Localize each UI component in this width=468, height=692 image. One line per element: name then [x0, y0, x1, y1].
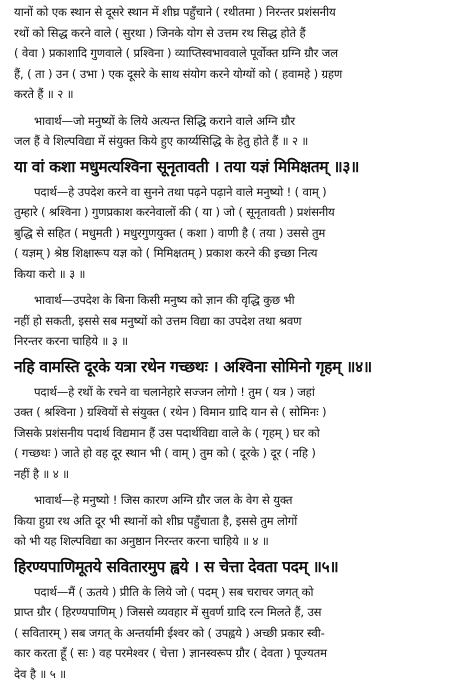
text-line: भावार्थ—जो मनुष्यों के लिये अत्यन्त सिद्धि कराने वाले अग्नि ग्रौर [34, 113, 295, 128]
text-line: हैं, ( ता ) उन ( उभा ) एक दूसरे के साथ संयोग करने योग्यों को ( हवामहे ) ग्रहण [14, 66, 343, 81]
mantra-4: नहि वामस्ति दूरके यत्रा रथेन गच्छथः । अश्विना सोमिनो गृहम् ॥४॥ [14, 356, 372, 376]
text-line: भावार्थ—हे मनुष्यो ! जिस कारण अग्नि ग्रौर जल के वेग से युक्त [34, 493, 293, 507]
text-line: को भी यह शिल्पविद्या का अनुष्ठान निरन्तर करना चाहिये ॥ ४ ॥ [14, 534, 269, 548]
text-line: नहीं हो सकती, इससे सब मनुष्यों को उत्तम विद्या का उपदेश तथा श्रवण [14, 313, 302, 328]
text-line: भावार्थ—उपदेश के बिना किसी मनुष्य को ज्ञान की वृद्धि कुछ भी [34, 293, 295, 307]
text-line: यानों को एक स्थान से दूसरे स्थान में शीघ्र पहुँचाने ( रथीतमा ) निरन्तर प्रशंसनीय [14, 5, 336, 19]
verse-4-padartha [14, 382, 452, 485]
text-line: रथों को सिद्ध करने वाले ( सुरथा ) जिनके योग से उत्तम रथ सिद्ध होते हैं [14, 25, 306, 40]
text-line: ( वेवा ) प्रकाशादि गुणवाले ( प्रश्विना ) व्याप्तिस्वभाववाले पूर्वोक्त ग्रग्नि ग्रौर जल [14, 46, 338, 60]
verse-3-bhavartha [14, 290, 452, 352]
text-line: पदार्थ—हे उपदेश करने वा सुनने तथा पढ़ने पढ़ाने वाले मनुष्यो ! ( वाम् ) [34, 184, 327, 199]
text-line: उक्त ( श्रश्विना ) ग्रश्वियों से संयुक्त ( रथेन ) विमान ग्रादि यान से ( सोमिनः ) [14, 405, 327, 419]
text-line: प्राप्त ग्रौर ( हिरण्यपाणिम् ) जिससे व्यवहार में सुवर्ण ग्रादि रत्न मिलते हैं, उस [14, 605, 322, 619]
text-line: जिसके प्रशंसनीय पदार्थ विद्यमान हैं उस पदार्थविद्या वाले के ( गृहम् ) घर को [14, 425, 320, 440]
text-line: तुम्हारे ( श्रश्विना ) गुणप्रकाश करनेवालों की ( या ) जो ( सूनृतावती ) प्रशंसनीय [14, 205, 335, 219]
mantra-3: या वां कशा मधुमत्यश्विना सूनृतावती । तया यज्ञं मिमिक्षतम् ॥३॥ [14, 156, 360, 176]
text-line: ( यज्ञम् ) श्रेष्ठ शिक्षारूप यज्ञ को ( मिमिक्षतम् ) प्रकाश करने की इच्छा नित्य [14, 246, 318, 260]
verse-4-bhavartha [14, 490, 452, 552]
verse-2-padartha-continuation [14, 2, 452, 105]
text-line: ( सवितारम् ) सब जगत् के अन्तर्यामी ईश्वर को ( उपह्वये ) अच्छी प्रकार स्वी- [14, 625, 325, 640]
text-line: नहीं है ॥ ४ ॥ [14, 466, 69, 481]
text-line: कार करता हूँ ( सः ) वह परमेश्वर ( चेत्ता ) ज्ञानस्वरूप ग्रौर ( देवता ) पूज्यतम [14, 646, 327, 660]
text-line: किया करो ॥ ३ ॥ [14, 266, 86, 281]
text-line: किया हुग्रा रथ अति दूर भी स्थानों को शीघ्र पहुँचाता है, इससे तुम लोगों [14, 513, 298, 528]
text-line: पदार्थ—मैं ( ऊतये ) प्रीति के लिये जो ( पदम् ) सब चराचर जगत् को [34, 584, 314, 599]
text-line: करते हैं ॥ २ ॥ [14, 87, 74, 101]
text-line: बुद्धि से सहित ( मधुमती ) मधुरगुणयुक्त ( कशा ) वाणी है ( तया ) उससे तुम [14, 225, 326, 240]
mantra-5: हिरण्यपाणिमूतये सवितारमुप ह्वये । स चेत्ता देवता पदम् ॥५॥ [14, 556, 339, 576]
text-line: जल हैं वे शिल्पविद्या में संयुक्त किये हुए कार्य्यसिद्धि के हेतु होते हैं ॥ २ ॥ [14, 134, 309, 148]
verse-3-padartha [14, 182, 452, 285]
verse-2-bhavartha [14, 111, 452, 152]
text-line: ( गच्छथः ) जाते हो वह दूर स्थान भी ( वाम् ) तुम को ( दूरके ) दूर ( नहि ) [14, 446, 316, 460]
text-line: निरन्तर करना चाहिये ॥ ३ ॥ [14, 334, 128, 348]
verse-5-padartha [14, 582, 452, 685]
text-line: पदार्थ—हे रथों के रचने वा चलानेहारे सज्जन लोगो ! तुम ( यत्र ) जहां [34, 384, 315, 399]
text-line: देव है ॥ ५ ॥ [14, 666, 66, 681]
